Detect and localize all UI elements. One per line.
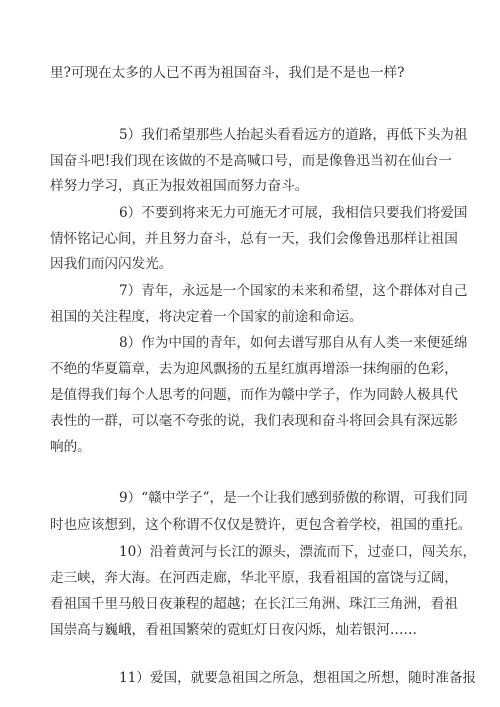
line-text: 9）“赣中学子”，是一个让我们感到骄傲的称谓，可我们同 — [119, 490, 468, 506]
line-text: 8）作为中国的青年，如何去谱写那自从有人类一来便延绵 — [119, 335, 468, 351]
line-text: 国崇高与巍峨，看祖国繁荣的霓虹灯日夜闪烁，灿若银河…… — [50, 622, 418, 638]
line-text: 11）爱国，就要急祖国之所急，想祖国之所想，随时准备报 — [119, 670, 477, 686]
line-text: 7）青年，永远是一个国家的未来和希望，这个群体对自己 — [119, 283, 468, 299]
text-line — [0, 124, 500, 146]
line-text: 因我们而闪闪发光。 — [50, 256, 173, 272]
text-line — [0, 306, 500, 328]
line-text: 时也应该想到，这个称谓不仅仅是赞许，更包含着学校，祖国的重托。 — [50, 517, 472, 533]
text-line — [0, 567, 500, 589]
line-text: 走三峡，奔大海。在河西走廊，华北平原，我看祖国的富饶与辽阔， — [50, 570, 458, 586]
text-line — [0, 384, 500, 406]
text-line — [0, 593, 500, 615]
line-text: 国奋斗吧!我们现在该做的不是高喊口号，而是像鲁迅当初在仙台一 — [50, 153, 452, 169]
text-line — [0, 253, 500, 275]
text-line — [0, 228, 500, 250]
line-text: 样努力学习，真正为报效祖国而努力奋斗。 — [50, 178, 309, 194]
text-line — [0, 280, 500, 302]
text-line — [0, 436, 500, 458]
text-line — [0, 358, 500, 380]
text-line — [0, 487, 500, 509]
text-line — [0, 619, 500, 641]
text-line — [0, 541, 500, 563]
text-line — [0, 150, 500, 172]
line-text: 是值得我们每个人思考的问题，而作为赣中学子，作为同龄人极具代 — [50, 387, 458, 403]
line-text: 表性的一群，可以毫不夸张的说，我们表现和奋斗将回会具有深远影 — [50, 413, 458, 429]
text-line — [0, 202, 500, 224]
text-line — [0, 514, 500, 536]
line-text: 情怀铭记心间，并且努力奋斗，总有一天，我们会像鲁迅那样让祖国 — [50, 231, 458, 247]
text-line — [0, 410, 500, 432]
line-text: 看祖国千里马般日夜兼程的超越；在长江三角洲、珠江三角洲，看祖 — [50, 596, 458, 612]
line-text: 里?可现在太多的人已不再为祖国奋斗，我们是不是也一样? — [50, 65, 405, 81]
text-line — [0, 175, 500, 197]
line-text: 响的。 — [50, 439, 91, 455]
line-text: 10）沿着黄河与长江的源头，漂流而下，过壶口，闯关东， — [119, 544, 477, 560]
line-text: 不绝的华夏篇章，去为迎风飘扬的五星红旗再增添一抹绚丽的色彩， — [50, 361, 458, 377]
line-text: 5）我们希望那些人抬起头看看远方的道路，再低下头为祖 — [119, 127, 468, 143]
text-line — [0, 62, 500, 84]
text-line — [0, 667, 500, 689]
text-line — [0, 332, 500, 354]
line-text: 祖国的关注程度，将决定着一个国家的前途和命运。 — [50, 309, 363, 325]
line-text: 6）不要到将来无力可施无才可展，我相信只要我们将爱国 — [119, 205, 468, 221]
